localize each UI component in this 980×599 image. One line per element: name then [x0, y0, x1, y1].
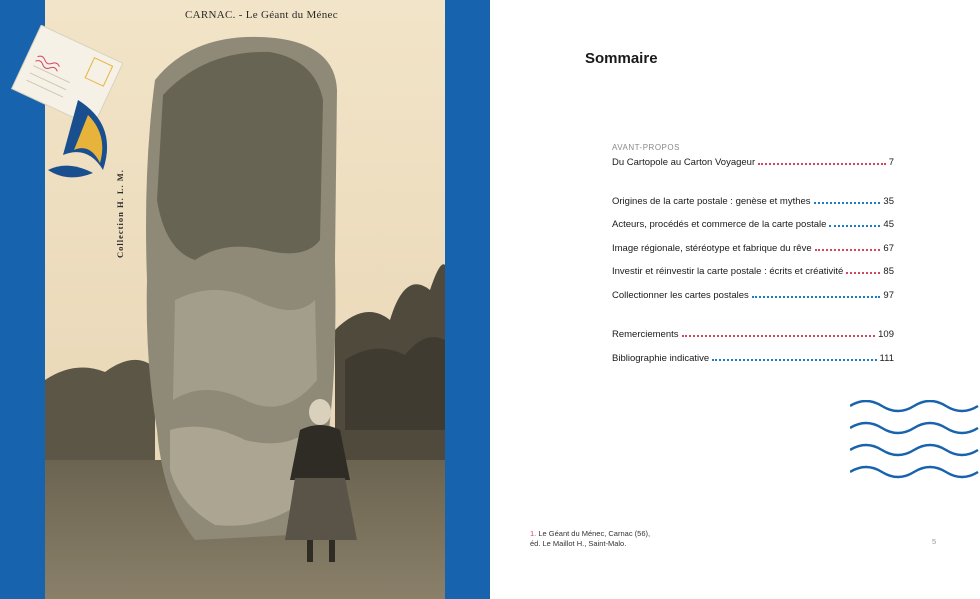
page-number: 5	[932, 537, 937, 546]
toc-entry[interactable]	[612, 263, 894, 277]
toc-entry-label: Bibliographie indicative	[612, 353, 710, 364]
toc-entry-page: 67	[883, 243, 894, 254]
toc-entry-page: 45	[883, 219, 894, 230]
postcard-caption: CARNAC. - Le Géant du Ménec	[185, 9, 338, 21]
toc-leader	[758, 154, 886, 165]
toc-leader	[682, 326, 876, 337]
postcard-collection-label: Collection H. L. M.	[115, 169, 125, 258]
toc-entry[interactable]	[612, 326, 894, 340]
toc-leader	[712, 350, 876, 361]
right-page-table-of-contents	[490, 0, 980, 599]
postcard-stamp-sticker	[8, 25, 123, 190]
toc-entry-page: 109	[878, 329, 894, 340]
toc-entry-page: 97	[883, 290, 894, 301]
toc-leader	[814, 193, 881, 204]
toc-leader	[846, 263, 880, 274]
toc-entry-page: 35	[883, 196, 894, 207]
avant-propos-label: AVANT-PROPOS	[612, 143, 680, 152]
toc-leader	[829, 216, 880, 227]
toc-entry-label: Collectionner les cartes postales	[612, 290, 749, 301]
toc-title: Sommaire	[585, 50, 658, 67]
toc-entry[interactable]	[612, 193, 894, 207]
toc-entry-label: Acteurs, procédés et commerce de la carte postale	[612, 219, 827, 230]
toc-entry-label: Remerciements	[612, 329, 679, 340]
toc-entry[interactable]	[612, 287, 894, 301]
toc-entry-label: Du Cartopole au Carton Voyageur	[612, 157, 756, 168]
toc-entry-page: 85	[883, 266, 894, 277]
photo-footnote	[530, 529, 650, 549]
toc-entry-label: Image régionale, stéréotype et fabrique du rêve	[612, 243, 812, 254]
toc-entry[interactable]	[612, 240, 894, 254]
toc-entry-page: 7	[888, 157, 894, 168]
waves-decoration	[850, 400, 980, 490]
footnote-line-2: éd. Le Maillot H., Saint-Malo.	[530, 539, 627, 548]
toc-entry[interactable]	[612, 154, 894, 168]
toc-entry-page: 111	[879, 353, 894, 364]
footnote-number: 1.	[530, 529, 537, 538]
toc-entry-label: Investir et réinvestir la carte postale : écrits et créativité	[612, 266, 844, 277]
toc-entry-label: Origines de la carte postale : genèse et mythes	[612, 196, 811, 207]
toc-entry[interactable]	[612, 216, 894, 230]
toc-entry[interactable]	[612, 350, 894, 364]
toc-leader	[815, 240, 881, 251]
toc-leader	[752, 287, 881, 298]
footnote-line-1: Le Géant du Ménec, Carnac (56),	[536, 529, 651, 538]
